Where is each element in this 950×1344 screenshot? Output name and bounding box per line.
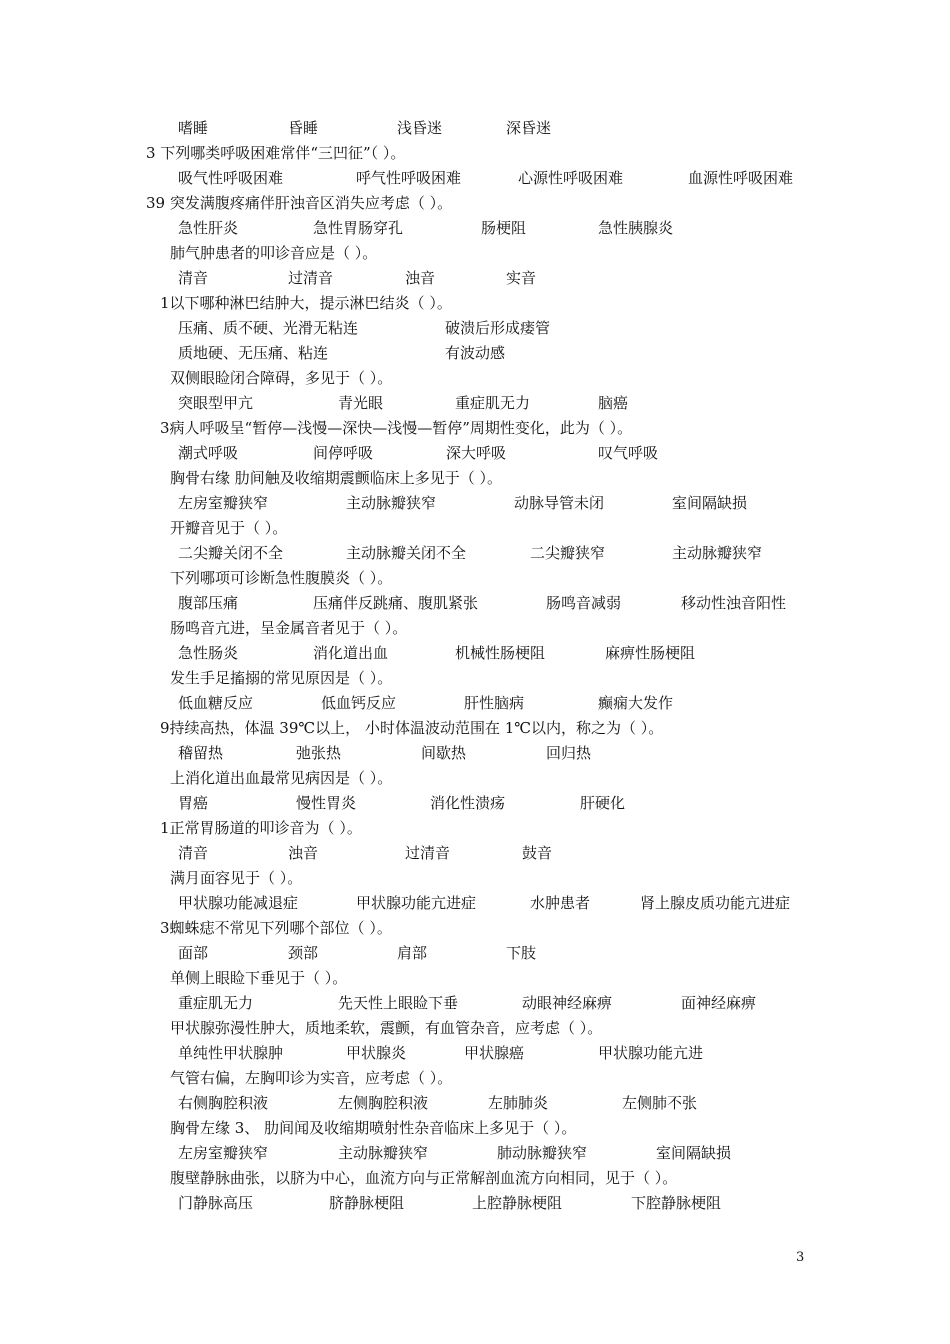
option-text: 肝硬化 [580,794,626,812]
option-row [0,116,950,141]
option-text: 颈部 [288,944,319,962]
option-text: 压痛伴反跳痛、腹肌紧张 [313,594,479,612]
question-line [0,766,950,791]
option-text: 间歇热 [421,744,467,762]
option-text: 甲状腺炎 [346,1044,407,1062]
option-row [0,591,950,616]
question-text: 双侧眼睑闭合障碍，多见于（ ）。 [170,369,393,387]
option-text: 破溃后形成瘘管 [445,319,551,337]
question-text: 1正常胃肠道的叩诊音为（ ）。 [160,819,362,837]
question-text: 上消化道出血最常见病因是（ ）。 [170,769,393,787]
question-text: 开瓣音见于（ ）。 [170,519,288,537]
option-text: 甲状腺癌 [464,1044,525,1062]
option-text: 深大呼吸 [446,444,507,462]
option-text: 脐静脉梗阻 [329,1194,405,1212]
option-row [0,1041,950,1066]
option-row [0,216,950,241]
option-text: 左房室瓣狭窄 [178,494,269,512]
option-text: 甲状腺功能亢进症 [356,894,477,912]
option-text: 主动脉瓣狭窄 [672,544,763,562]
option-row [0,1141,950,1166]
option-text: 门静脉高压 [178,1194,254,1212]
option-text: 质地硬、无压痛、粘连 [178,344,329,362]
option-text: 有波动感 [445,344,506,362]
option-text: 面部 [178,944,209,962]
option-text: 机械性肠梗阻 [455,644,546,662]
question-text: 3蜘蛛痣不常见下列哪个部位（ ）。 [160,919,392,937]
option-text: 叹气呼吸 [598,444,659,462]
option-text: 脑癌 [598,394,629,412]
option-row [0,491,950,516]
option-text: 水肿患者 [530,894,591,912]
option-text: 二尖瓣狭窄 [530,544,606,562]
option-text: 肺动脉瓣狭窄 [497,1144,588,1162]
question-text: 肺气肿患者的叩诊音应是（ ）。 [170,244,378,262]
option-text: 主动脉瓣狭窄 [346,494,437,512]
option-text: 清音 [178,269,209,287]
question-line [0,616,950,641]
option-text: 动眼神经麻痹 [522,994,613,1012]
question-line [0,191,950,216]
option-text: 肠鸣音减弱 [546,594,622,612]
option-text: 昏睡 [288,119,319,137]
option-text: 室间隔缺损 [656,1144,732,1162]
question-line [0,566,950,591]
option-text: 移动性浊音阳性 [681,594,787,612]
option-text: 消化道出血 [313,644,389,662]
option-text: 肩部 [397,944,428,962]
option-text: 血源性呼吸困难 [688,169,794,187]
option-text: 浊音 [288,844,319,862]
question-text: 腹壁静脉曲张，以脐为中心，血流方向与正常解剖血流方向相同，见于（ ）。 [170,1169,678,1187]
option-text: 二尖瓣关闭不全 [178,544,284,562]
option-row [0,166,950,191]
question-text: 胸骨右缘 肋间触及收缩期震颤临床上多见于（ ）。 [170,469,503,487]
question-text: 肠鸣音亢进，呈金属音者见于（ ）。 [170,619,408,637]
option-text: 弛张热 [296,744,342,762]
question-text: 满月面容见于（ ）。 [170,869,303,887]
option-text: 胃癌 [178,794,209,812]
question-text: 3 下列哪类呼吸困难常伴“三凹征”（ ）。 [146,144,406,162]
option-text: 肠梗阻 [481,219,527,237]
question-line [0,866,950,891]
question-line [0,291,950,316]
question-line [0,1166,950,1191]
option-text: 重症肌无力 [178,994,254,1012]
option-text: 慢性胃炎 [296,794,357,812]
option-text: 急性胰腺炎 [598,219,674,237]
option-text: 实音 [506,269,537,287]
option-row [0,941,950,966]
question-line [0,1116,950,1141]
option-text: 面神经麻痹 [681,994,757,1012]
option-text: 急性肠炎 [178,644,239,662]
option-row [0,741,950,766]
option-text: 鼓音 [522,844,553,862]
option-text: 麻痹性肠梗阻 [605,644,696,662]
option-text: 腹部压痛 [178,594,239,612]
option-text: 吸气性呼吸困难 [178,169,284,187]
question-text: 39 突发满腹疼痛伴肝浊音区消失应考虑（ ）。 [146,194,453,212]
option-text: 左肺肺炎 [488,1094,549,1112]
option-text: 急性肝炎 [178,219,239,237]
question-line [0,666,950,691]
option-text: 先天性上眼睑下垂 [338,994,459,1012]
option-text: 低血糖反应 [178,694,254,712]
option-text: 稽留热 [178,744,224,762]
option-row [0,841,950,866]
option-row [0,641,950,666]
option-row [0,441,950,466]
question-line [0,141,950,166]
option-row [0,1191,950,1216]
option-text: 下腔静脉梗阻 [631,1194,722,1212]
question-line [0,716,950,741]
option-text: 左房室瓣狭窄 [178,1144,269,1162]
question-text: 气管右偏，左胸叩诊为实音，应考虑（ ）。 [170,1069,453,1087]
question-text: 下列哪项可诊断急性腹膜炎（ ）。 [170,569,393,587]
question-text: 甲状腺弥漫性肿大，质地柔软，震颤，有血管杂音，应考虑（ ）。 [170,1019,603,1037]
option-row [0,791,950,816]
option-text: 消化性溃疡 [430,794,506,812]
option-text: 室间隔缺损 [672,494,748,512]
option-text: 动脉导管未闭 [514,494,605,512]
option-text: 肝性脑病 [464,694,525,712]
option-text: 压痛、质不硬、光滑无粘连 [178,319,359,337]
question-line [0,816,950,841]
option-row [0,341,950,366]
option-row [0,1091,950,1116]
option-text: 低血钙反应 [321,694,397,712]
option-text: 过清音 [405,844,451,862]
option-text: 回归热 [546,744,592,762]
option-text: 癫痫大发作 [598,694,674,712]
question-text: 9持续高热，体温 39℃以上， 小时体温波动范围在 1℃以内，称之为（ ）。 [160,719,664,737]
question-line [0,466,950,491]
option-text: 潮式呼吸 [178,444,239,462]
question-line [0,366,950,391]
option-text: 左侧胸腔积液 [338,1094,429,1112]
option-text: 甲状腺功能减退症 [178,894,299,912]
option-row [0,991,950,1016]
question-line [0,241,950,266]
option-text: 甲状腺功能亢进 [598,1044,704,1062]
question-text: 1以下哪种淋巴结肿大，提示淋巴结炎（ ）。 [160,294,452,312]
question-line [0,416,950,441]
option-text: 单纯性甲状腺肿 [178,1044,284,1062]
option-text: 上腔静脉梗阻 [472,1194,563,1212]
option-text: 浅昏迷 [397,119,443,137]
option-row [0,541,950,566]
option-text: 急性胃肠穿孔 [313,219,404,237]
question-text: 发生手足搐搦的常见原因是（ ）。 [170,669,393,687]
option-row [0,891,950,916]
question-line [0,966,950,991]
question-line [0,1066,950,1091]
option-text: 间停呼吸 [313,444,374,462]
question-text: 3病人呼吸呈“暂停—浅慢—深快—浅慢—暂停”周期性变化，此为（ ）。 [160,419,633,437]
option-text: 青光眼 [338,394,384,412]
option-text: 呼气性呼吸困难 [356,169,462,187]
option-row [0,691,950,716]
option-text: 突眼型甲亢 [178,394,254,412]
option-row [0,391,950,416]
option-text: 右侧胸腔积液 [178,1094,269,1112]
option-text: 主动脉瓣关闭不全 [346,544,467,562]
option-text: 心源性呼吸困难 [518,169,624,187]
option-text: 重症肌无力 [455,394,531,412]
question-line [0,516,950,541]
option-text: 主动脉瓣狭窄 [338,1144,429,1162]
option-text: 清音 [178,844,209,862]
question-text: 单侧上眼睑下垂见于（ ）。 [170,969,348,987]
question-line [0,916,950,941]
option-text: 下肢 [506,944,537,962]
page-number: 3 [796,1250,805,1265]
option-row [0,316,950,341]
question-line [0,1016,950,1041]
option-row [0,266,950,291]
option-text: 嗜睡 [178,119,209,137]
option-text: 过清音 [288,269,334,287]
option-text: 左侧肺不张 [622,1094,698,1112]
option-text: 深昏迷 [506,119,552,137]
question-text: 胸骨左缘 3、 肋间闻及收缩期喷射性杂音临床上多见于（ ）。 [170,1119,577,1137]
option-text: 浊音 [405,269,436,287]
option-text: 肾上腺皮质功能亢进症 [640,894,791,912]
